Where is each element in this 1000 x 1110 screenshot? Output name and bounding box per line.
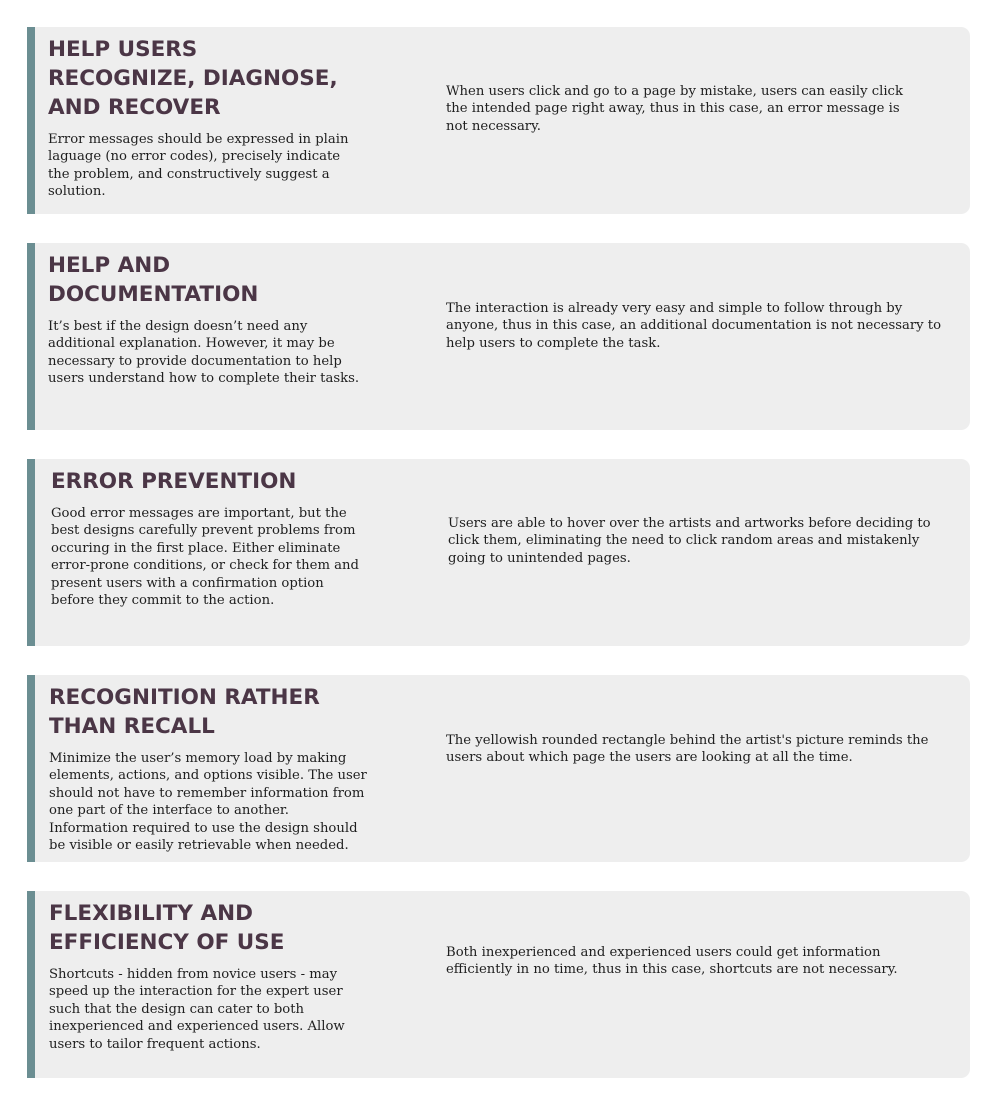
heuristic-description: Minimize the user’s memory load by making elements, actions, and options visible. The user should not have to remember information from one part of the interface to another. Information required to use the design should be visible or easily retrievable when needed. (49, 751, 367, 854)
heuristic-title: FLEXIBILITY AND EFFICIENCY OF USE (49, 901, 285, 955)
heuristic-description: It’s best if the design doesn’t need any additional explanation. However, it may be necessary to provide documentation to help users understand how to complete their tasks. (48, 319, 360, 387)
heuristic-title: RECOGNITION RATHER THAN RECALL (49, 685, 320, 739)
heuristic-left-column (48, 251, 368, 388)
heuristic-left-column (51, 467, 371, 609)
heuristic-title: HELP USERS RECOGNIZE, DIAGNOSE, AND RECOVER (48, 37, 338, 120)
heuristic-left-column (49, 899, 369, 1053)
heuristic-description: Error messages should be expressed in plain laguage (no error codes), precisely indicate the problem, and constructively suggest a solution. (48, 132, 349, 200)
heuristic-card (27, 459, 970, 646)
heuristic-card (27, 243, 970, 430)
heuristic-evaluation: Users are able to hover over the artists and artworks before deciding to click them, eliminating the need to click random areas and mistakenly going to unintended pages. (448, 516, 931, 566)
heuristic-card (27, 891, 970, 1078)
heuristic-left-column (49, 683, 369, 854)
heuristic-evaluation: Both inexperienced and experienced users could get information efficiently in no time, thus in this case, shortcuts are not necessary. (446, 945, 898, 978)
heuristic-evaluation: The interaction is already very easy and simple to follow through by anyone, thus in this case, an additional documentation is not necessary to help users to complete the task. (446, 301, 942, 351)
heuristic-evaluation: The yellowish rounded rectangle behind the artist's picture reminds the users about which page the users are looking at all the time. (446, 733, 929, 766)
heuristic-title: ERROR PREVENTION (51, 469, 297, 494)
heuristic-description: Shortcuts - hidden from novice users - may speed up the interaction for the expert user such that the design can cater to both inexperienced and experienced users. Allow users to tailor frequent actions. (49, 967, 345, 1052)
heuristic-evaluation: When users click and go to a page by mistake, users can easily click the intended page right away, thus in this case, an error message is not necessary. (446, 84, 903, 134)
heuristic-description: Good error messages are important, but the best designs carefully prevent problems from occuring in the first place. Either eliminate error-prone conditions, or check for them and present users with a confirmation option before they commit to the action. (51, 506, 359, 609)
heuristic-title: HELP AND DOCUMENTATION (48, 253, 259, 307)
heuristic-card (27, 27, 970, 214)
heuristic-card (27, 675, 970, 862)
heuristic-left-column (48, 35, 368, 201)
